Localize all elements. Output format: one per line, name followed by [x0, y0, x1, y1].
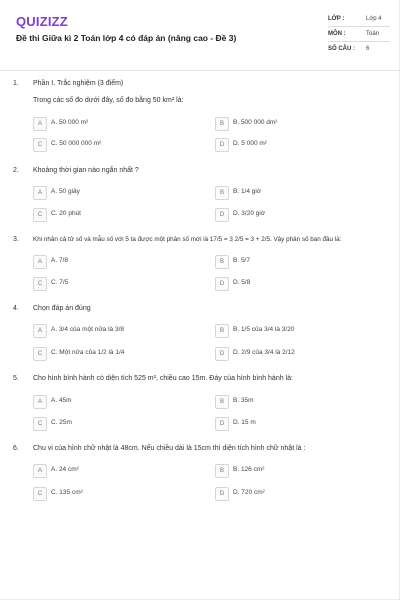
meta-subject-label: MÔN : — [328, 31, 346, 37]
quizizz-logo: QUIZIZZ — [16, 14, 68, 29]
option-text: A. 3/4 của một nửa là 3/8 — [51, 326, 125, 333]
question-number: 2. — [13, 167, 19, 174]
option-key-box: C — [33, 138, 47, 152]
option-key-box: A — [33, 324, 47, 338]
option-text: B. 1/4 giờ — [233, 188, 262, 195]
option-key-box: C — [33, 417, 47, 431]
worksheet-meta — [328, 12, 390, 56]
option-text: A. 50 giây — [51, 188, 80, 195]
question-number: 4. — [13, 305, 19, 312]
option-key-box: B — [215, 117, 229, 131]
option-key-box: C — [33, 277, 47, 291]
option-key-box: A — [33, 117, 47, 131]
option-text: A. 50 000 m² — [51, 119, 89, 126]
question-text: Cho hình bình hành có diện tích 525 m², chiều cao 15m. Đáy của hình bình hành là: — [33, 375, 293, 382]
option-text: B. 35m — [233, 397, 254, 404]
option-key-box: D — [215, 208, 229, 222]
option-key-box: A — [33, 395, 47, 409]
option-text: C. 50 000 000 m² — [51, 140, 102, 147]
question-number: 6. — [13, 445, 19, 452]
meta-subject — [328, 27, 390, 42]
option-text: B. 1/5 của 3/4 là 3/20 — [233, 326, 295, 333]
option-key-box: B — [215, 186, 229, 200]
worksheet-header — [0, 0, 400, 72]
meta-subject-value: Toán — [366, 31, 380, 37]
option-key-box: D — [215, 138, 229, 152]
option-text: D. 5 000 m² — [233, 140, 267, 147]
option-text: B. 500 000 dm² — [233, 119, 278, 126]
question-text: Khi nhân cả tử số và mẫu số với 5 ta được một phân số mới là 17/5 = 3 2/5 = 3 + 2/5. Vậy phân số ban đầu là: — [33, 236, 342, 243]
option-key-box: C — [33, 208, 47, 222]
option-key-box: B — [215, 255, 229, 269]
option-key-box: D — [215, 417, 229, 431]
option-key-box: D — [215, 487, 229, 501]
option-text: D. 720 cm² — [233, 489, 265, 496]
option-text: B. 5/7 — [233, 257, 250, 264]
question-text: Chu vi của hình chữ nhật là 48cm. Nếu chiều dài là 15cm thì diện tích hình chữ nhật là : — [33, 445, 306, 452]
option-text: A. 7/8 — [51, 257, 68, 264]
option-text: D. 15 m — [233, 419, 256, 426]
option-text: A. 45m — [51, 397, 72, 404]
question-number: 5. — [13, 375, 19, 382]
option-text: C. 20 phút — [51, 210, 81, 217]
meta-grade-value: Lớp 4 — [366, 16, 382, 22]
question-subtext: Trong các số đo dưới đây, số đo bằng 50 km² là: — [33, 97, 184, 104]
meta-grade-label: LỚP : — [328, 16, 345, 22]
option-key-box: B — [215, 324, 229, 338]
option-key-box: C — [33, 347, 47, 361]
option-text: A. 24 cm² — [51, 466, 79, 473]
option-text: D. 3/20 giờ — [233, 210, 266, 217]
option-key-box: D — [215, 347, 229, 361]
option-key-box: B — [215, 464, 229, 478]
meta-count-label: SỐ CÂU : — [328, 46, 355, 52]
option-key-box: B — [215, 395, 229, 409]
option-text: D. 5/8 — [233, 279, 251, 286]
question-text: Khoảng thời gian nào ngắn nhất ? — [33, 167, 139, 174]
question-number: 3. — [13, 236, 19, 243]
option-key-box: C — [33, 487, 47, 501]
question-text: Phần I. Trắc nghiệm (3 điểm) — [33, 80, 124, 87]
option-text: C. 7/5 — [51, 279, 69, 286]
question-text: Chọn đáp án đúng — [33, 305, 91, 312]
meta-count-value: 6 — [366, 46, 370, 52]
question-number: 1. — [13, 80, 19, 87]
option-text: D. 2/9 của 3/4 là 2/12 — [233, 349, 295, 356]
option-text: C. Một nửa của 1/2 là 1/4 — [51, 349, 125, 356]
option-text: B. 126 cm² — [233, 466, 265, 473]
option-key-box: A — [33, 186, 47, 200]
option-text: C. 135 cm² — [51, 489, 83, 496]
header-divider — [0, 70, 400, 71]
option-key-box: A — [33, 255, 47, 269]
option-key-box: D — [215, 277, 229, 291]
option-text: C. 25m — [51, 419, 72, 426]
option-key-box: A — [33, 464, 47, 478]
meta-grade — [328, 12, 390, 27]
meta-count — [328, 42, 390, 56]
worksheet-title: Đề thi Giữa kì 2 Toán lớp 4 có đáp án (nâng cao - Đề 3) — [16, 33, 237, 43]
